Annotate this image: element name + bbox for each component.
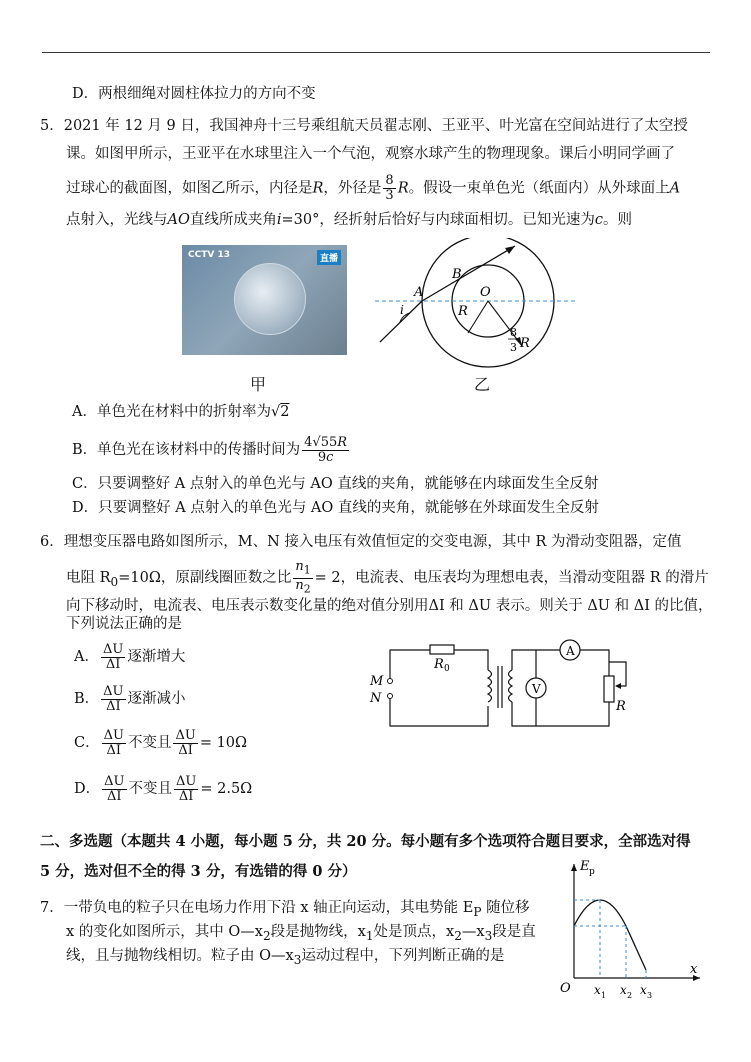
q5-option-d: D．只要调整好 A 点射入的单色光与 AO 直线的夹角，就能够在外球面发生全反射 <box>72 500 599 516</box>
label-origin: O <box>560 981 571 996</box>
section2-line2: 5 分，选对但不全的得 3 分，有选错的得 0 分） <box>40 863 357 880</box>
live-tag: 直播 <box>317 250 341 265</box>
q6-line2: 电阻 $R_0=10\Omega$，原副线圈匝数之比 $\frac{n_1}{n_2}$ = 2，电流表、电压表均为理想电表，当滑动变阻器 R 的滑片 <box>66 559 709 596</box>
caption-yi: 乙 <box>474 375 491 394</box>
outer-circle <box>422 238 554 367</box>
potential-energy-graph <box>560 852 710 1002</box>
svg-text:2: 2 <box>627 991 633 1000</box>
label-o: O <box>480 285 491 300</box>
q5-option-a: A．单色光在材料中的折射率为√2 <box>72 404 290 420</box>
q4-option-d: D．两根细绳对圆柱体拉力的方向不变 <box>72 86 316 102</box>
label-n: N <box>370 691 382 706</box>
q6-option-c: C． $\frac{\Delta U}{\Delta I}$ 不变且 $\frac{\Delta U}{\Delta I}$ = 10Ω <box>74 727 248 758</box>
q6-option-a: A． $\frac{\Delta U}{\Delta I}$ 逐渐增大 <box>74 641 186 672</box>
label-three: 3 <box>510 341 517 354</box>
q5-line3: 过球心的截面图，如图乙所示，内径是R，外径是 $\frac{8}{3}$ R。假设一束单色光（纸面内）从外球面上A <box>66 173 681 203</box>
label-ep: E <box>580 859 590 874</box>
svg-text:p: p <box>589 867 595 877</box>
q7-line1: 7．一带负电的粒子只在电场力作用下沿 x 轴正向运动，其电势能 $E_P$ 随位移 <box>40 900 530 919</box>
q7-line3: 线，且与抛物线相切。粒子由 $O—x_3$运动过程中，下列判断正确的是 <box>66 948 505 967</box>
q5-line4: 点射入，光线与AO直线所成夹角i=30°，经折射后恰好与内球面相切。已知光速为c。则 <box>66 212 632 228</box>
voltmeter-label: V <box>532 682 541 696</box>
q6-option-b: B． $\frac{\Delta U}{\Delta I}$ 逐渐减小 <box>74 683 186 714</box>
label-eight: 8 <box>510 326 517 339</box>
cctv-logo: CCTV 13 <box>188 250 230 260</box>
svg-text:1: 1 <box>601 991 607 1000</box>
sphere-cross-section-diagram <box>370 238 580 373</box>
water-ball <box>234 263 306 335</box>
q7-line2: x 的变化如图所示，其中 $O—x_2$段是抛物线，$x_1$处是顶点，$x_2—x_3$段是直 <box>66 924 536 943</box>
inner-radius-line <box>468 301 488 333</box>
svg-text:x: x <box>620 983 627 997</box>
label-m: M <box>370 674 384 689</box>
label-b: B <box>452 267 462 282</box>
q5-line2: 课。如图甲所示，王亚平在水球里注入一个气泡，观察水球产生的物理现象。课后小明同学画了 <box>66 146 675 162</box>
label-a: A <box>414 285 424 300</box>
q6-line4: 下列说法正确的是 <box>66 616 182 632</box>
q6-line3: 向下移动时，电流表、电压表示数变化量的绝对值分别用ΔI 和 ΔU 表示。则关于 ΔU 和 ΔI 的比值， <box>66 598 713 614</box>
caption-jia: 甲 <box>250 375 267 394</box>
svg-text:x: x <box>640 983 647 997</box>
label-x: x <box>690 962 698 977</box>
label-r0-sub: 0 <box>444 664 450 674</box>
section2-line1: 二、多选题（本题共 4 小题，每小题 5 分，共 20 分。每小题有多个选项符合题目要求，全部选对得 <box>40 833 691 850</box>
q5-option-c: C．只要调整好 A 点射入的单色光与 AO 直线的夹角，就能够在内球面发生全反射 <box>72 476 599 492</box>
q5-line1: 5．2021 年 12 月 9 日，我国神舟十三号乘组航天员翟志刚、王亚平、叶光富在空间站进行了太空授 <box>40 118 688 134</box>
ep-curve <box>574 900 646 970</box>
label-r: R <box>616 699 626 714</box>
refracted-ray <box>422 246 515 301</box>
label-i: i <box>400 303 404 317</box>
label-r0: R <box>434 657 444 672</box>
q6-line1: 6．理想变压器电路如图所示，M、N 接入电压有效值恒定的交变电源，其中 R 为滑动变阻器，定值 <box>40 534 682 550</box>
ammeter-label: A <box>566 644 575 658</box>
label-r2: R <box>520 336 530 351</box>
q6-option-d: D． $\frac{\Delta U}{\Delta I}$ 不变且 $\frac{\Delta U}{\Delta I}$ = 2.5Ω <box>74 773 253 804</box>
space-lecture-photo <box>182 245 347 355</box>
svg-text:x: x <box>594 983 601 997</box>
svg-text:3: 3 <box>647 991 653 1000</box>
q5-option-b: B．单色光在该材料中的传播时间为 $\frac{4√55R}{9c}$ <box>72 434 348 465</box>
transformer-circuit-diagram <box>364 636 636 734</box>
label-r: R <box>458 304 468 319</box>
header-rule <box>42 52 710 53</box>
ray-arrow <box>505 246 515 254</box>
